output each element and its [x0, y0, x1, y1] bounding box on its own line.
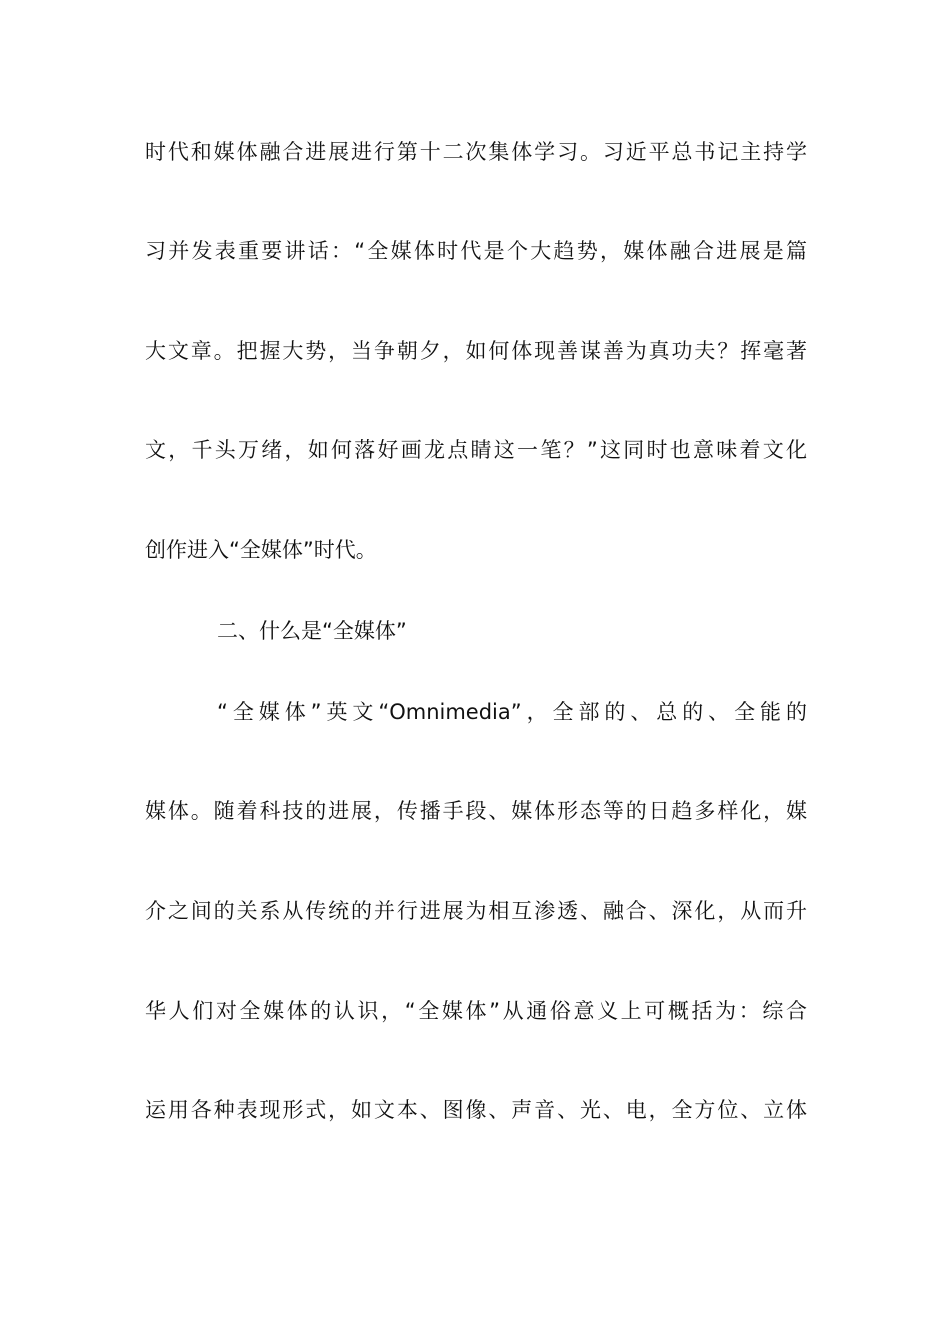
paragraph-line: 运用各种表现形式，如文本、图像、声音、光、电，全方位、立体 — [145, 1098, 807, 1122]
paragraph-line: 华人们对全媒体的认识，“全媒体”从通俗意义上可概括为：综合 — [145, 999, 807, 1023]
paragraph-line: 媒体。随着科技的进展，传播手段、媒体形态等的日趋多样化，媒 — [145, 799, 807, 823]
paragraph-line: 创作进入“全媒体”时代。 — [145, 538, 377, 562]
paragraph-line: 时代和媒体融合进展进行第十二次集体学习。习近平总书记主持学 — [145, 140, 807, 164]
paragraph-line: 文，千头万绪，如何落好画龙点睛这一笔？”这同时也意味着文化 — [145, 438, 807, 462]
paragraph-line: 习并发表重要讲话：“全媒体时代是个大趋势，媒体融合进展是篇 — [145, 239, 807, 263]
paragraph-line: “全媒体”英文“Omnimedia”，全部的、总的、全能的 — [217, 700, 807, 724]
paragraph-line: 介之间的关系从传统的并行进展为相互渗透、融合、深化，从而升 — [145, 899, 807, 923]
section-heading: 二、什么是“全媒体” — [217, 619, 407, 643]
paragraph-line: 大文章。把握大势，当争朝夕，如何体现善谋善为真功夫？挥毫著 — [145, 339, 807, 363]
